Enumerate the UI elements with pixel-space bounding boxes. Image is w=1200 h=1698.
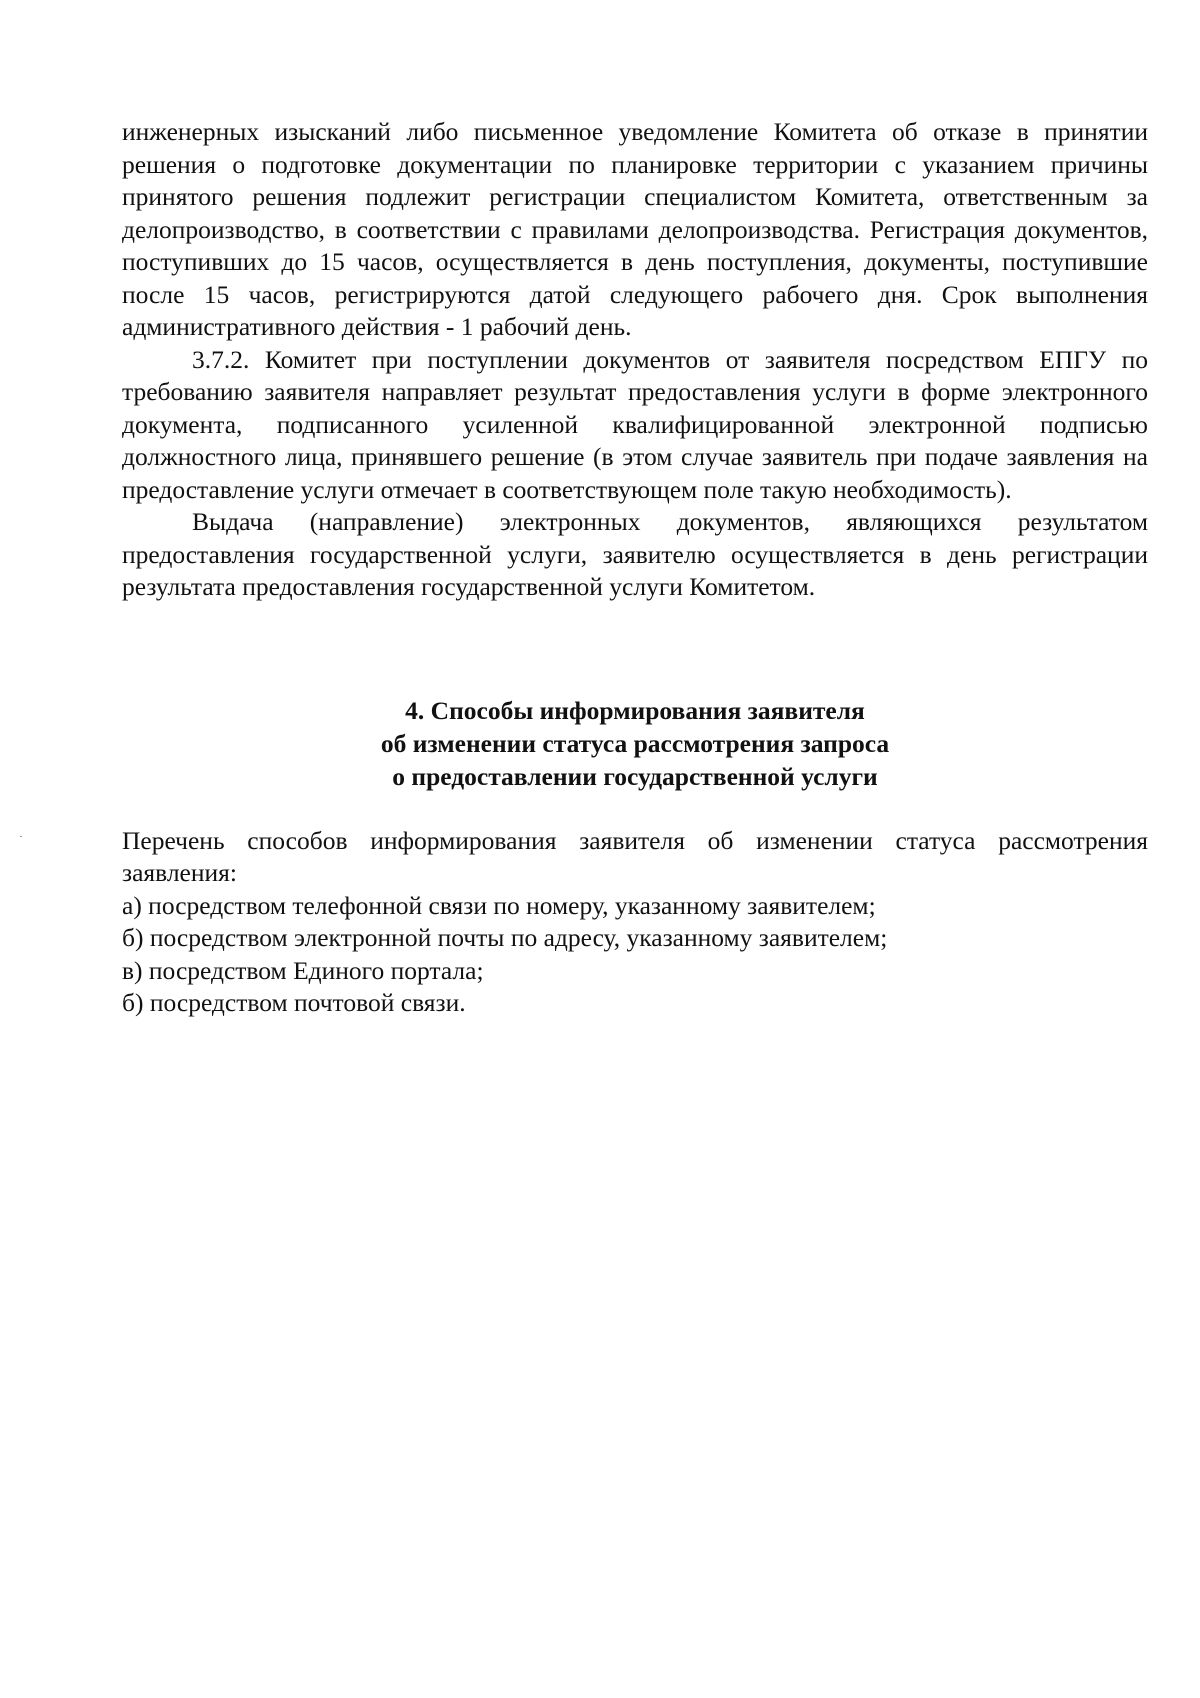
list-item-phone: а) посредством телефонной связи по номеру, указанному заявителем; — [122, 890, 876, 920]
document-page — [122, 116, 1148, 1020]
list-item-email: б) посредством электронной почты по адресу, указанному заявителем; — [122, 923, 888, 952]
heading-line-3: о предоставлении государственной услуги — [392, 761, 878, 791]
section-4-heading — [122, 694, 1148, 793]
scan-speck — [20, 836, 22, 837]
list-intro: Перечень способов информирования заявителя об изменении статуса рассмотрения заявления: — [122, 825, 1148, 887]
paragraph-registration: инженерных изысканий либо письменное уведомление Комитета об отказе в принятии решения о подготовке документации по планировке территории с указанием причины принятого решения подлежит регистрации специалистом Комитета, ответственным за делопроизводство, в соответствии с правилами делопроизводства. Регистрация документов, поступивших до 15 часов, осуществляется в день поступления, документы, поступившие после 15 часов, регистрируются датой следующего рабочего дня. Срок выполнения административного действия - 1 рабочий день. — [122, 117, 1148, 341]
list-item-portal: в) посредством Единого портала; — [122, 955, 484, 985]
paragraph-3-7-2: 3.7.2. Комитет при поступлении документов от заявителя посредством ЕПГУ по требованию заявителя направляет результат предоставления услуги в форме электронного документа, подписанного усиленной квалифицированной электронной подписью должностного лица, принявшего решение (в этом случае заявитель при подаче заявления на предоставление услуги отмечает в соответствующем поле такую необходимость). — [122, 344, 1148, 504]
list-item-post: б) посредством почтовой связи. — [122, 988, 466, 1017]
heading-line-1: 4. Способы информирования заявителя — [405, 695, 865, 725]
paragraph-issuance: Выдача (направление) электронных документов, являющихся результатом предоставления государственной услуги, заявителю осуществляется в день регистрации результата предоставления государственной услуги Комитетом. — [122, 507, 1148, 601]
heading-line-2: об изменении статуса рассмотрения запроса — [380, 728, 890, 758]
notification-methods — [122, 825, 1148, 1020]
